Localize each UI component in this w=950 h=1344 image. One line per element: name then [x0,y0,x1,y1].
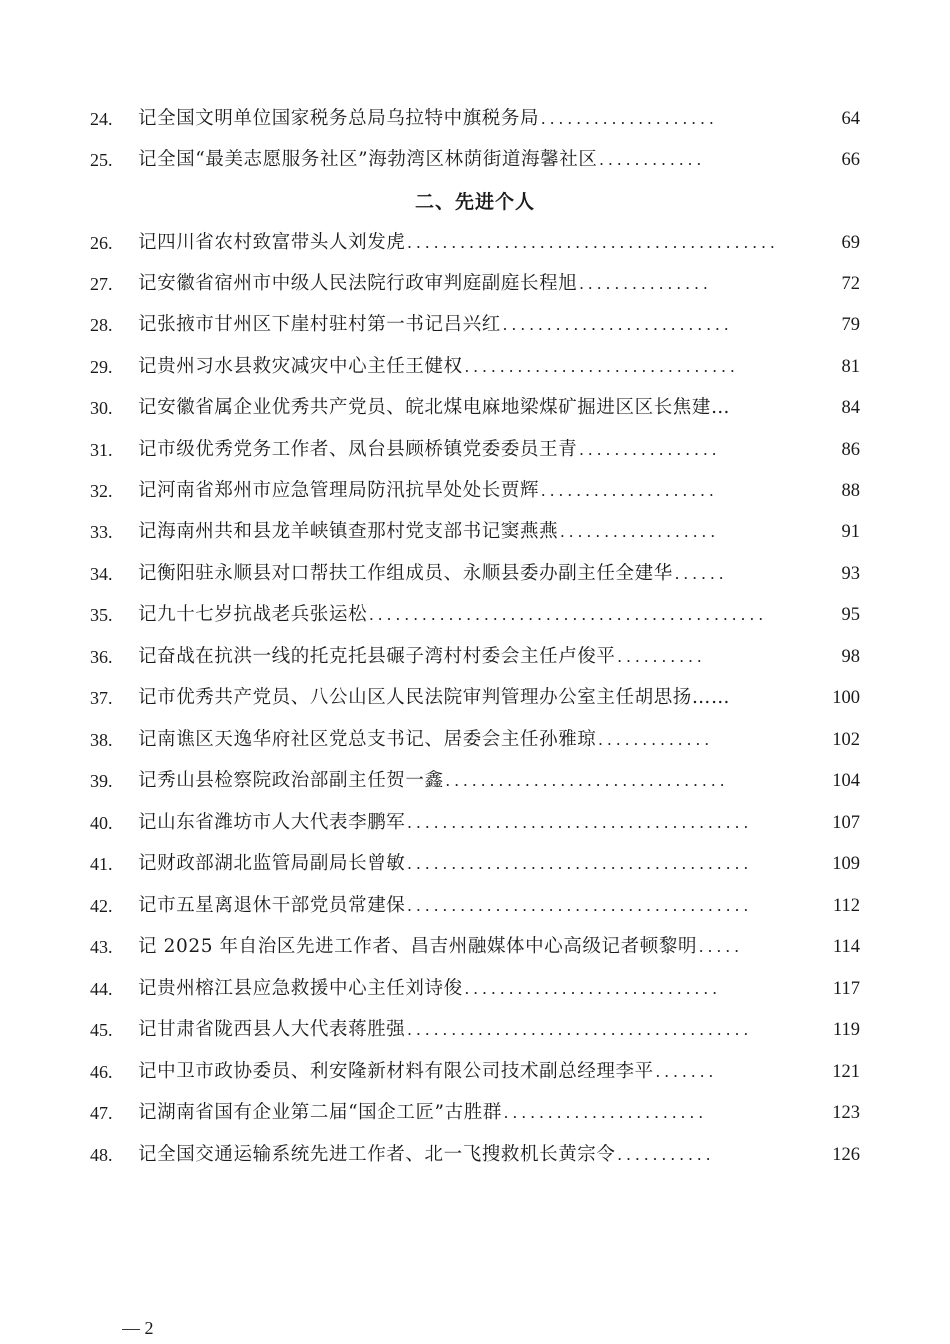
toc-dot-leader: ............................. [464,979,722,998]
toc-dot-leader: ....................... [503,1103,708,1122]
toc-dot-leader: .......................................... [407,233,780,252]
toc-entry-number: 44. [90,979,113,999]
toc-entry-36[interactable] [90,642,860,672]
toc-entry-title: 记山东省潍坊市人大代表李鹏军 [138,812,406,833]
toc-dot-leader: ....................................... [407,1020,753,1039]
toc-dot-leader: ....................................... [407,854,753,873]
toc-entry-31[interactable] [90,435,860,465]
toc-entry-page: 95 [841,605,860,625]
toc-entry-title: 记安徽省属企业优秀共产党员、皖北煤电麻地梁煤矿掘进区区长焦建… [138,397,731,418]
toc-entry-page: 114 [832,937,860,957]
footer-page-number: — 2 [122,1318,154,1338]
toc-entry-number: 40. [90,813,113,833]
toc-entry-title: 记财政部湖北监管局副局长曾敏 [138,853,406,874]
toc-entry-35[interactable] [90,600,860,630]
toc-entry-30[interactable] [90,393,860,423]
toc-entry-34[interactable] [90,559,860,589]
toc-dot-leader: ....... [655,1062,718,1081]
toc-entry-page: 109 [832,854,860,874]
toc-entry-page: 117 [832,979,860,999]
toc-entry-page: 84 [841,398,860,418]
toc-entry-32[interactable] [90,476,860,506]
toc-entry-number: 42. [90,896,113,916]
toc-entry-title: 记河南省郑州市应急管理局防汛抗旱处处长贾辉 [138,480,540,501]
toc-entry-number: 39. [90,771,113,791]
toc-entry-title: 记贵州榕江县应急救援中心主任刘诗俊 [138,978,463,999]
toc-entry-page: 81 [841,357,860,377]
toc-entry-number: 29. [90,357,113,377]
toc-entry-title: 记市级优秀党务工作者、凤台县顾桥镇党委委员王青 [138,439,578,460]
toc-entry-43[interactable] [90,932,860,962]
toc-entry-number: 37. [90,688,113,708]
toc-entry-page: 66 [841,150,860,170]
toc-entry-title: 记 2025 年自治区先进工作者、昌吉州融媒体中心高级记者顿黎明 [138,936,698,957]
toc-entry-number: 32. [90,481,113,501]
toc-entry-page: 119 [832,1020,860,1040]
toc-entry-page: 100 [832,688,860,708]
toc-entry-page: 86 [841,440,860,460]
toc-dot-leader: .................... [541,481,719,500]
toc-entry-title: 记市优秀共产党员、八公山区人民法院审判管理办公室主任胡思扬…… [138,687,731,708]
toc-entry-number: 35. [90,605,113,625]
toc-entry-title: 记安徽省宿州市中级人民法院行政审判庭副庭长程旭 [138,273,578,294]
toc-entry-title: 记海南州共和县龙羊峡镇查那村党支部书记窦燕燕 [138,521,559,542]
toc-dot-leader: ............ [599,150,706,169]
toc-entry-page: 126 [832,1145,860,1165]
toc-entry-page: 121 [832,1062,860,1082]
toc-dot-leader: .......................... [502,315,734,334]
toc-entry-page: 64 [841,109,860,129]
toc-dot-leader: ....................................... [407,813,753,832]
toc-entry-number: 34. [90,564,113,584]
toc-entry-title: 记全国“最美志愿服务社区”海勃湾区林荫街道海馨社区 [138,149,598,170]
toc-entry-title: 记九十七岁抗战老兵张运松 [138,604,368,625]
toc-entry-title: 记张掖市甘州区下崖村驻村第一书记吕兴红 [138,314,501,335]
toc-entry-title: 记贵州习水县救灾减灾中心主任王健权 [138,356,463,377]
toc-entry-title: 记奋战在抗洪一线的托克托县碾子湾村村委会主任卢俊平 [138,646,616,667]
toc-entry-page: 88 [841,481,860,501]
toc-entry-page: 123 [832,1103,860,1123]
toc-entry-number: 38. [90,730,113,750]
toc-entry-48[interactable] [90,1140,860,1170]
toc-dot-leader: ........... [617,1145,715,1164]
toc-dot-leader: ................................ [445,771,729,790]
toc-entry-title: 记衡阳驻永顺县对口帮扶工作组成员、永顺县委办副主任全建华 [138,563,673,584]
toc-entry-page: 104 [832,771,860,791]
toc-entry-number: 36. [90,647,113,667]
toc-entry-title: 记湖南省国有企业第二届“国企工匠”古胜群 [138,1102,502,1123]
toc-entry-title: 记全国文明单位国家税务总局乌拉特中旗税务局 [138,108,540,129]
toc-entry-page: 102 [832,730,860,750]
toc-dot-leader: ............................... [464,357,740,376]
toc-entry-33[interactable] [90,517,860,547]
toc-entry-42[interactable] [90,891,860,921]
toc-entry-40[interactable] [90,808,860,838]
toc-dot-leader: ....................................... [407,896,753,915]
toc-entry-number: 46. [90,1062,113,1082]
toc-entry-number: 41. [90,854,113,874]
toc-entry-46[interactable] [90,1057,860,1087]
toc-entry-45[interactable] [90,1015,860,1045]
toc-entry-title: 记全国交通运输系统先进工作者、北一飞搜救机长黄宗令 [138,1144,616,1165]
toc-entry-page: 112 [832,896,860,916]
toc-entry-number: 26. [90,233,113,253]
toc-entry-number: 33. [90,522,113,542]
toc-entry-number: 48. [90,1145,113,1165]
toc-entry-41[interactable] [90,849,860,879]
toc-entry-number: 27. [90,274,113,294]
toc-entry-title: 记甘肃省陇西县人大代表蒋胜强 [138,1019,406,1040]
toc-entry-number: 24. [90,109,113,129]
toc-entry-title: 记市五星离退休干部党员常建保 [138,895,406,916]
toc-entry-number: 30. [90,398,113,418]
toc-entry-38[interactable] [90,725,860,755]
section-heading-advanced-individuals: 二、先进个人 [414,191,535,213]
toc-entry-28[interactable] [90,310,860,340]
toc-entry-number: 47. [90,1103,113,1123]
toc-entry-44[interactable] [90,974,860,1004]
toc-dot-leader: ............... [579,274,713,293]
toc-entry-page: 72 [841,274,860,294]
toc-entry-title: 记南谯区天逸华府社区党总支书记、居委会主任孙雅琼 [138,729,597,750]
toc-entry-number: 43. [90,937,113,957]
toc-dot-leader: .......... [617,647,707,666]
toc-entry-24[interactable] [90,104,860,134]
toc-entry-page: 69 [841,233,860,253]
toc-dot-leader: ................ [579,440,721,459]
toc-entry-title: 记四川省农村致富带头人刘发虎 [138,232,406,253]
toc-entry-number: 31. [90,440,113,460]
toc-dot-leader: ...... [674,564,728,583]
toc-dot-leader: .................. [560,522,720,541]
toc-entry-25[interactable] [90,145,860,175]
toc-entry-26[interactable] [90,228,860,258]
toc-entry-number: 28. [90,315,113,335]
toc-entry-title: 记秀山县检察院政治部副主任贺一鑫 [138,770,444,791]
toc-entry-page: 91 [841,522,860,542]
toc-dot-leader: .................... [541,109,719,128]
toc-entry-title: 记中卫市政协委员、利安隆新材料有限公司技术副总经理李平 [138,1061,654,1082]
toc-entry-page: 79 [841,315,860,335]
toc-entry-39[interactable] [90,766,860,796]
toc-entry-47[interactable] [90,1098,860,1128]
toc-dot-leader: ............. [598,730,714,749]
toc-entry-page: 93 [841,564,860,584]
toc-dot-leader: ............................................. [369,605,768,624]
toc-dot-leader: ..... [699,937,744,956]
toc-entry-page: 107 [832,813,860,833]
toc-entry-29[interactable] [90,352,860,382]
toc-entry-37[interactable] [90,683,860,713]
toc-entry-page: 98 [841,647,860,667]
toc-entry-number: 25. [90,150,113,170]
toc-entry-number: 45. [90,1020,113,1040]
toc-entry-27[interactable] [90,269,860,299]
